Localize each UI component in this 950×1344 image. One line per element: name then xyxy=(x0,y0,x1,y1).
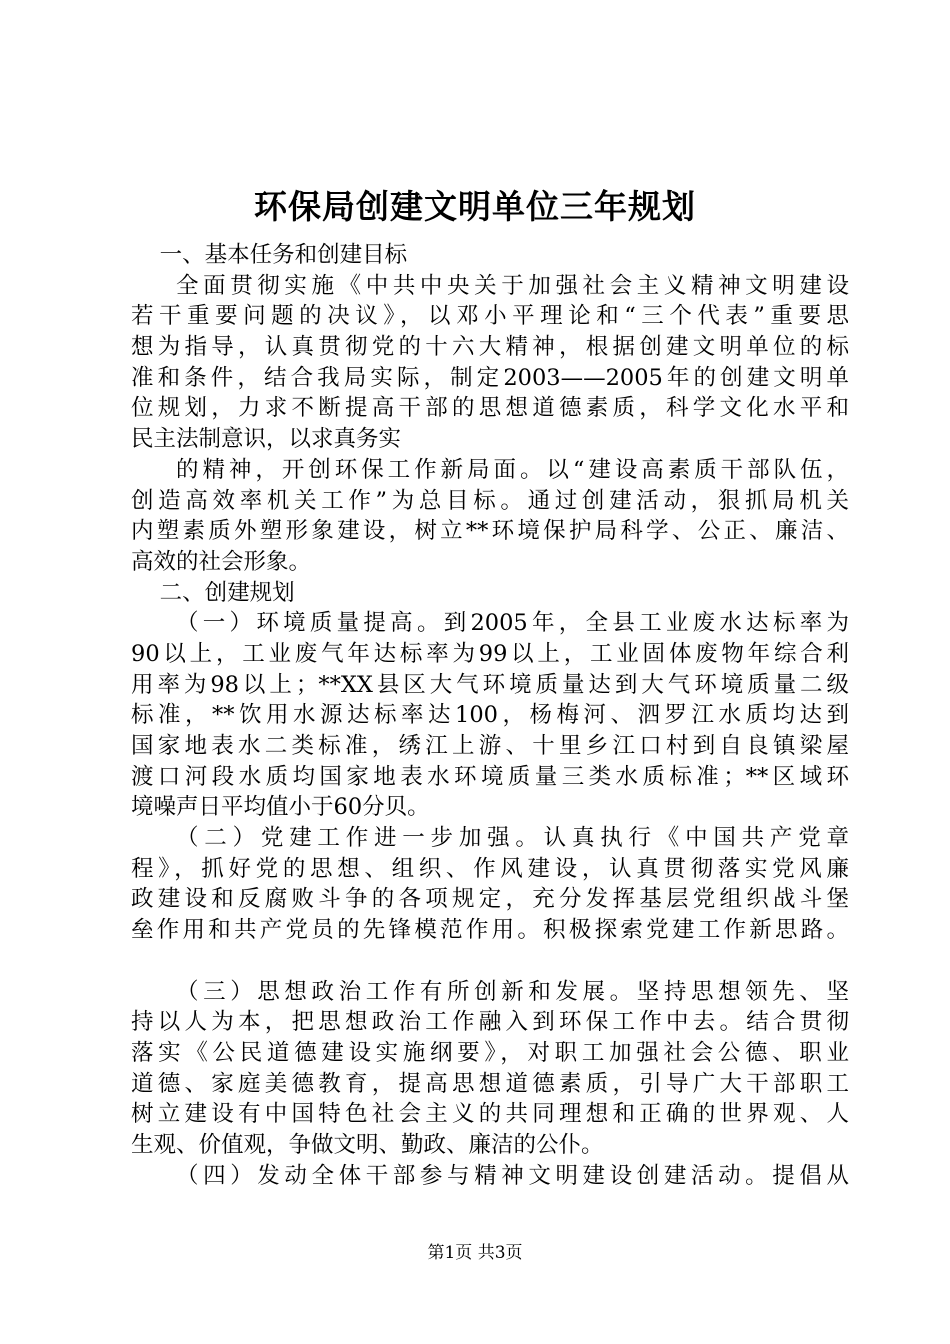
text-line: 落实《公民道德建设实施纲要》，对职工加强社会公德、职业 xyxy=(131,1039,849,1066)
text-line: 想为指导，认真贯彻党的十六大精神，根据创建文明单位的标 xyxy=(131,334,849,361)
text-line: 程》，抓好党的思想、组织、作风建设，认真贯彻落实党风廉 xyxy=(131,855,849,882)
text-line: 创造高效率机关工作”为总目标。通过创建活动，狠抓局机关 xyxy=(131,487,849,514)
text-line: 持以人为本，把思想政治工作融入到环保工作中去。结合贯彻 xyxy=(131,1009,849,1036)
text-line: 生观、价值观，争做文明、勤政、廉洁的公仆。 xyxy=(131,1131,604,1158)
text-line: 90以上，工业废气年达标率为99以上，工业固体废物年综合利 xyxy=(131,640,849,667)
text-line: 垒作用和共产党员的先锋模范作用。积极探索党建工作新思路。 xyxy=(131,917,849,944)
text-line: 位规划，力求不断提高干部的思想道德素质，科学文化水平和 xyxy=(131,395,849,422)
text-line: 二、创建规划 xyxy=(131,579,295,606)
document-body xyxy=(131,240,849,1191)
text-line: 全面贯彻实施《中共中央关于加强社会主义精神文明建设 xyxy=(176,272,849,299)
page-footer: 第1页 共3页 xyxy=(427,1243,523,1263)
text-line: （四）发动全体干部参与精神文明建设创建活动。提倡从 xyxy=(176,1162,849,1189)
text-line: 树立建设有中国特色社会主义的共同理想和正确的世界观、人 xyxy=(131,1101,849,1128)
text-line: 一、基本任务和创建目标 xyxy=(131,242,408,268)
text-line: 的精神，开创环保工作新局面。以“建设高素质干部队伍， xyxy=(176,456,849,483)
text-line: 国家地表水二类标准，绣江上游、十里乡江口村到自良镇梁屋 xyxy=(131,733,849,759)
text-line: 标准，**饮用水源达标率达100，杨梅河、泗罗江水质均达到 xyxy=(131,702,849,729)
text-line: 用率为98以上；**XX县区大气环境质量达到大气环境质量二级 xyxy=(131,671,849,698)
text-line: 高效的社会形象。 xyxy=(131,548,312,575)
text-line: 内塑素质外塑形象建设，树立**环境保护局科学、公正、廉洁、 xyxy=(131,518,849,545)
text-line: 民主法制意识，以求真务实 xyxy=(131,426,402,453)
text-line: （三）思想政治工作有所创新和发展。坚持思想领先、坚 xyxy=(176,978,849,1005)
text-line: 渡口河段水质均国家地表水环境质量三类水质标准；**区域环 xyxy=(131,763,849,790)
text-line: 政建设和反腐败斗争的各项规定，充分发挥基层党组织战斗堡 xyxy=(131,886,849,913)
text-line: （一）环境质量提高。到2005年，全县工业废水达标率为 xyxy=(176,610,849,637)
text-line: （二）党建工作进一步加强。认真执行《中国共产党章 xyxy=(176,825,849,852)
text-line xyxy=(131,946,849,977)
text-line: 境噪声日平均值小于60分贝。 xyxy=(131,794,430,821)
text-line: 若干重要问题的决议》，以邓小平理论和“三个代表”重要思 xyxy=(131,303,849,330)
page-title: 环保局创建文明单位三年规划 xyxy=(254,187,696,226)
text-line: 道德、家庭美德教育，提高思想道德素质，引导广大干部职工 xyxy=(131,1070,849,1097)
text-line: 准和条件，结合我局实际，制定2003——2005年的创建文明单 xyxy=(131,364,849,391)
